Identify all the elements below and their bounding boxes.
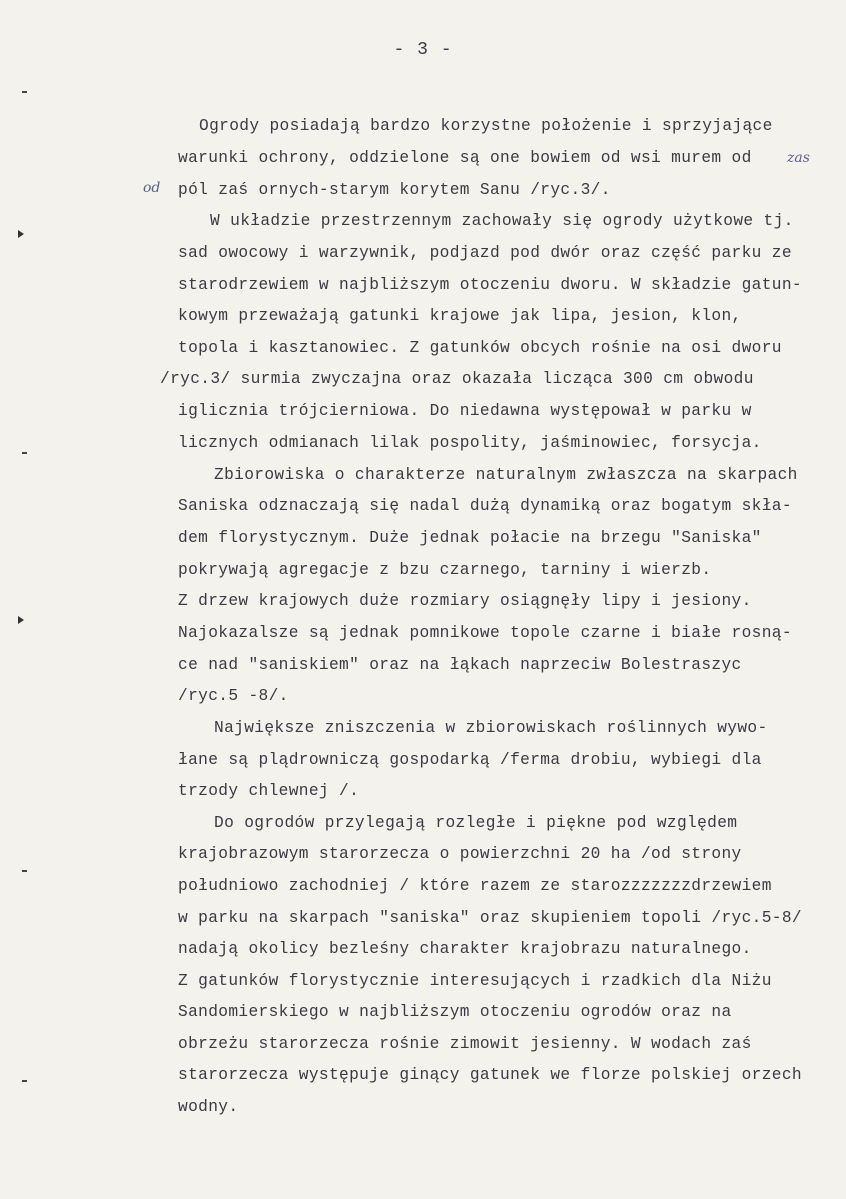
text-line: Do ogrodów przylegają rozległe i piękne pod względem bbox=[214, 814, 738, 832]
margin-arrow-icon bbox=[18, 616, 24, 624]
text-line: Ogrody posiadają bardzo korzystne położenie i sprzyjające bbox=[199, 117, 773, 135]
text-line: sad owocowy i warzywnik, podjazd pod dwór oraz część parku ze bbox=[178, 244, 792, 262]
text-line: krajobrazowym starorzecza o powierzchni 20 ha /od strony bbox=[178, 845, 742, 863]
margin-tick-mark bbox=[22, 870, 27, 872]
margin-tick-mark bbox=[22, 1080, 27, 1082]
text-line: pokrywają agregacje z bzu czarnego, tarniny i wierzb. bbox=[178, 561, 712, 579]
text-line: Saniska odznaczają się nadal dużą dynamiką oraz bogatym skła- bbox=[178, 497, 792, 515]
text-line: trzody chlewnej /. bbox=[178, 782, 360, 800]
text-line: Zbiorowiska o charakterze naturalnym zwłaszcza na skarpach bbox=[214, 466, 798, 484]
text-line: starorzecza występuje ginący gatunek we florze polskiej orzech bbox=[178, 1066, 802, 1084]
text-line: Największe zniszczenia w zbiorowiskach roślinnych wywo- bbox=[214, 719, 768, 737]
text-line: Sandomierskiego w najbliższym otoczeniu ogrodów oraz na bbox=[178, 1003, 732, 1021]
margin-arrow-icon bbox=[18, 230, 24, 238]
text-line: /ryc.3/ surmia zwyczajna oraz okazała licząca 300 cm obwodu bbox=[160, 370, 754, 388]
text-line: licznych odmianach lilak pospolity, jaśminowiec, forsycja. bbox=[178, 434, 762, 452]
handwritten-note-right: zas bbox=[787, 150, 810, 166]
page-number: - 3 - bbox=[393, 40, 453, 60]
text-line: w parku na skarpach "saniska" oraz skupieniem topoli /ryc.5-8/ bbox=[178, 909, 802, 927]
text-line: Z gatunków florystycznie interesujących i rzadkich dla Niżu bbox=[178, 972, 772, 990]
text-line: ce nad "saniskiem" oraz na łąkach naprzeciw Bolestraszyc bbox=[178, 656, 742, 674]
text-line: obrzeżu starorzecza rośnie zimowit jesienny. W wodach zaś bbox=[178, 1035, 752, 1053]
text-line: Z drzew krajowych duże rozmiary osiągnęły lipy i jesiony. bbox=[178, 592, 752, 610]
margin-tick-mark bbox=[22, 452, 27, 454]
text-line: łane są plądrowniczą gospodarką /ferma drobiu, wybiegi dla bbox=[178, 751, 762, 769]
text-line: nadają okolicy bezleśny charakter krajobrazu naturalnego. bbox=[178, 940, 752, 958]
text-line: południowo zachodniej / które razem ze starozzzzzzzdrzewiem bbox=[178, 877, 772, 895]
margin-tick-mark bbox=[22, 91, 27, 93]
text-line: /ryc.5 -8/. bbox=[178, 687, 289, 705]
text-line: wodny. bbox=[178, 1098, 239, 1116]
text-line: Najokazalsze są jednak pomnikowe topole czarne i białe rosną- bbox=[178, 624, 792, 642]
text-line: pól zaś ornych-starym korytem Sanu /ryc.3/. bbox=[178, 181, 611, 199]
text-line: iglicznia trójcierniowa. Do niedawna występował w parku w bbox=[178, 402, 752, 420]
handwritten-note-left: od bbox=[143, 180, 161, 196]
text-line: topola i kasztanowiec. Z gatunków obcych rośnie na osi dworu bbox=[178, 339, 782, 357]
text-line: kowym przeważają gatunki krajowe jak lipa, jesion, klon, bbox=[178, 307, 742, 325]
text-line: warunki ochrony, oddzielone są one bowiem od wsi murem od bbox=[178, 149, 752, 167]
text-line: W układzie przestrzennym zachowały się ogrody użytkowe tj. bbox=[210, 212, 794, 230]
text-line: starodrzewiem w najbliższym otoczeniu dworu. W składzie gatun- bbox=[178, 276, 802, 294]
text-line: dem florystycznym. Duże jednak połacie na brzegu "Saniska" bbox=[178, 529, 762, 547]
